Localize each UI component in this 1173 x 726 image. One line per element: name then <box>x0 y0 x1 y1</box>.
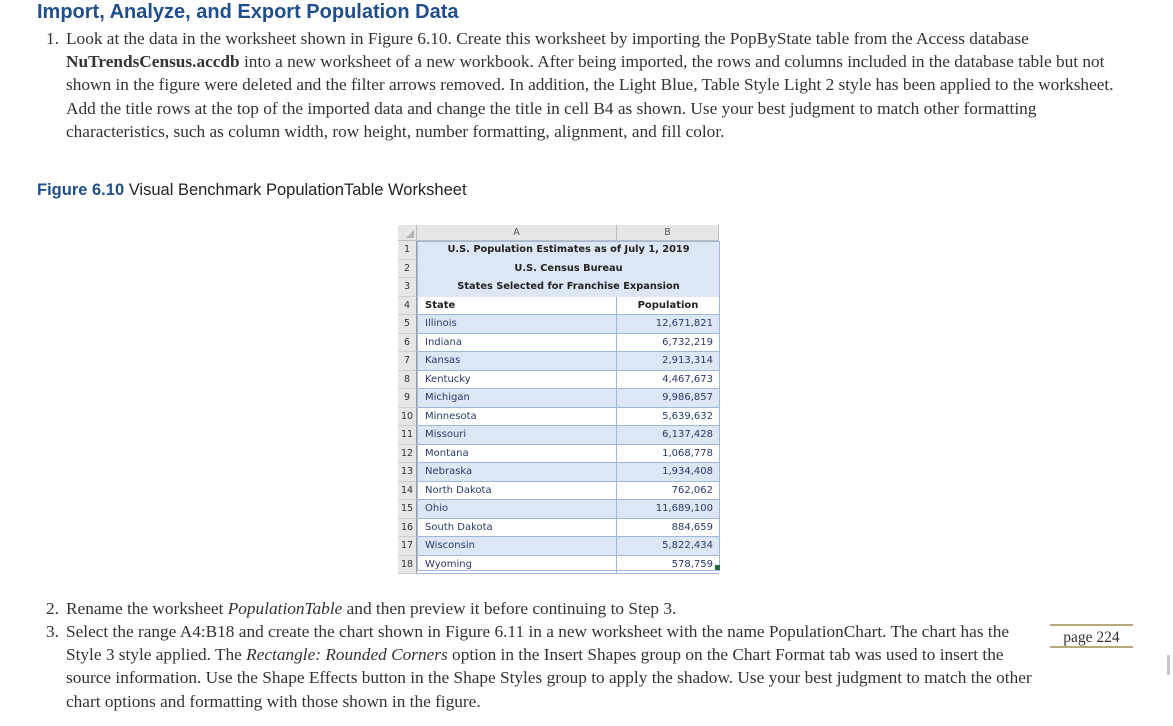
state-cell[interactable]: Michigan <box>417 389 617 408</box>
table-row <box>398 352 720 371</box>
population-cell[interactable]: 1,934,408 <box>617 463 719 482</box>
population-cell[interactable]: 5,639,632 <box>617 408 719 427</box>
step-2 <box>46 597 1136 620</box>
state-cell[interactable]: Missouri <box>417 426 617 445</box>
row-number: 15 <box>398 500 417 519</box>
step-1-text-a: Look at the data in the worksheet shown in Figure 6.10. Create this worksheet by importing the PopByState table from the Access database <box>66 29 1029 48</box>
population-cell[interactable]: 1,068,778 <box>617 445 719 464</box>
step-1-filename: NuTrendsCensus.accdb <box>66 52 240 72</box>
row-number: 1 <box>398 241 417 260</box>
row-number: 3 <box>398 278 417 297</box>
title-cell[interactable]: States Selected for Franchise Expansion <box>417 278 720 297</box>
population-cell[interactable]: 11,689,100 <box>617 500 719 519</box>
population-cell[interactable]: 762,062 <box>617 482 719 501</box>
table-row <box>398 334 720 353</box>
state-cell[interactable]: South Dakota <box>417 519 617 538</box>
row-number: 10 <box>398 408 417 427</box>
state-cell[interactable]: Indiana <box>417 334 617 353</box>
row-number: 12 <box>398 445 417 464</box>
page-reference: page 224 <box>1050 624 1133 648</box>
scrollbar-tick[interactable] <box>1167 655 1170 675</box>
row-number: 13 <box>398 463 417 482</box>
step-3-shape-name: Rectangle: Rounded Corners <box>246 645 448 665</box>
state-cell[interactable]: Illinois <box>417 315 617 334</box>
worksheet-rows <box>398 241 720 574</box>
step-3 <box>46 620 1046 713</box>
step-3-text-b: option in the Insert Shapes group on the Chart Format tab was used to insert the source information. Use the Shape Effects button in the Shape Styles group to apply the shadow. Use your best judgment to match the other chart options and formatting with those shown in the figure. <box>66 645 1032 711</box>
row-number: 4 <box>398 297 417 316</box>
population-cell[interactable]: 578,759 <box>617 556 719 575</box>
state-cell[interactable]: Wisconsin <box>417 537 617 556</box>
table-row <box>398 519 720 538</box>
worksheet-figure <box>398 225 720 571</box>
step-1 <box>46 27 1136 143</box>
table-row <box>398 537 720 556</box>
row-number: 16 <box>398 519 417 538</box>
state-cell[interactable]: North Dakota <box>417 482 617 501</box>
row-number: 17 <box>398 537 417 556</box>
table-row <box>398 408 720 427</box>
step-1-number: 1. <box>46 29 59 48</box>
step-2-text-a: Rename the worksheet <box>66 599 228 618</box>
row-number: 11 <box>398 426 417 445</box>
figure-title: Visual Benchmark PopulationTable Worksheet <box>128 181 467 199</box>
step-3-number: 3. <box>46 622 59 641</box>
state-cell[interactable]: Wyoming <box>417 556 617 575</box>
population-cell[interactable]: 2,913,314 <box>617 352 719 371</box>
step-2-sheet-name: PopulationTable <box>227 599 343 618</box>
population-cell[interactable]: 6,137,428 <box>617 426 719 445</box>
column-header-a: A <box>417 225 617 241</box>
population-cell[interactable]: 4,467,673 <box>617 371 719 390</box>
row-number: 9 <box>398 389 417 408</box>
section-heading: Import, Analyze, and Export Population Data <box>37 1 459 23</box>
figure-label: Figure 6.10 <box>37 181 125 199</box>
title-cell[interactable]: U.S. Census Bureau <box>417 260 720 279</box>
step-3-text-a: Select the range A4:B18 and create the chart shown in Figure 6.11 in a new worksheet with the name PopulationChart. The chart has the Style 3 style applied. The <box>66 622 1010 665</box>
step-1-text-b: into a new worksheet of a new workbook. After being imported, the rows and columns included in the database table but not shown in the figure were deleted and the filter arrows removed. In addition, the Light Blue, Table Style Light 2 style has been applied to the worksheet. Add the title rows at the top of the imported data and change the title in cell B4 as shown. Use your best judgment to match other formatting characteristics, such as column width, row height, number formatting, alignment, and fill color. <box>66 52 1114 141</box>
table-row <box>398 463 720 482</box>
row-number: 8 <box>398 371 417 390</box>
table-header-row <box>398 297 720 316</box>
state-cell[interactable]: Kansas <box>417 352 617 371</box>
row-number: 7 <box>398 352 417 371</box>
table-row <box>398 389 720 408</box>
row-number: 6 <box>398 334 417 353</box>
population-cell[interactable]: 12,671,821 <box>617 315 719 334</box>
state-cell[interactable]: Montana <box>417 445 617 464</box>
row-number: 14 <box>398 482 417 501</box>
figure-caption <box>37 181 467 200</box>
select-all-corner <box>398 225 417 241</box>
table-row <box>398 445 720 464</box>
table-row <box>398 482 720 501</box>
population-cell[interactable]: 884,659 <box>617 519 719 538</box>
state-cell[interactable]: Kentucky <box>417 371 617 390</box>
title-cell[interactable]: U.S. Population Estimates as of July 1, 2019 <box>417 241 720 260</box>
title-row <box>398 241 720 260</box>
table-row <box>398 371 720 390</box>
state-cell[interactable]: Nebraska <box>417 463 617 482</box>
title-row <box>398 278 720 297</box>
table-row <box>398 556 720 575</box>
header-cell-population[interactable]: Population <box>617 297 719 316</box>
step-2-number: 2. <box>46 599 59 618</box>
column-header-b: B <box>617 225 719 241</box>
table-row <box>398 426 720 445</box>
row-number: 5 <box>398 315 417 334</box>
row-number: 2 <box>398 260 417 279</box>
population-cell[interactable]: 9,986,857 <box>617 389 719 408</box>
title-row <box>398 260 720 279</box>
header-cell-state[interactable]: State <box>417 297 617 316</box>
row-number: 18 <box>398 556 417 575</box>
fill-handle <box>715 565 720 570</box>
table-row <box>398 315 720 334</box>
population-cell[interactable]: 5,822,434 <box>617 537 719 556</box>
population-cell[interactable]: 6,732,219 <box>617 334 719 353</box>
step-2-text-b: and then preview it before continuing to Step 3. <box>342 599 677 618</box>
state-cell[interactable]: Ohio <box>417 500 617 519</box>
table-row <box>398 500 720 519</box>
state-cell[interactable]: Minnesota <box>417 408 617 427</box>
